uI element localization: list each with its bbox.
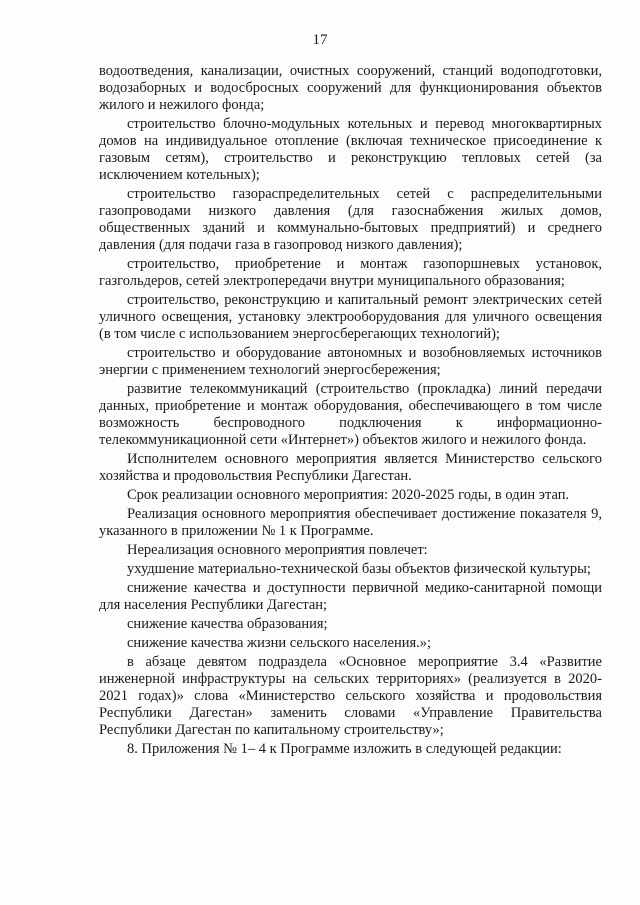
paragraph: Реализация основного мероприятия обеспечивает достижение показателя 9, указанного в приложении № 1 к Программе. [99,506,602,539]
paragraph: строительство газораспределительных сетей с распределительными газопроводами низкого давления (для газоснабжения жилых домов, общественных зданий и коммунально-бытовых предприятий) и среднего давления (для подачи газа в газопровод низкого давления); [99,186,602,253]
paragraph: развитие телекоммуникаций (строительство (прокладка) линий передачи данных, приобретение и монтаж оборудования, обеспечивающего в том числе возможность беспроводного подключения к информационно-телекоммуникационной сети «Интернет») объектов жилого и нежилого фонда. [99,381,602,448]
document-body [99,63,602,760]
page-number: 17 [312,32,328,48]
paragraph: снижение качества образования; [127,616,328,632]
paragraph: строительство, реконструкцию и капитальный ремонт электрических сетей уличного освещения, установку электрооборудования для уличного освещения (в том числе с использованием энергосберегающих технологий); [99,292,602,342]
paragraph: снижение качества жизни сельского населения.»; [127,635,432,651]
paragraph: Исполнителем основного мероприятия является Министерство сельского хозяйства и продовольствия Республики Дагестан. [99,451,602,484]
paragraph: Нереализация основного мероприятия повлечет: [127,542,428,558]
paragraph: строительство блочно-модульных котельных и перевод многоквартирных домов на индивидуальное отопление (включая техническое присоединение к газовым сетям), строительство и реконструкцию тепловых сетей (за исключением котельных); [99,116,602,183]
paragraph: водоотведения, канализации, очистных сооружений, станций водоподготовки, водозаборных и водосбросных сооружений для функционирования объектов жилого и нежилого фонда; [99,63,602,113]
paragraph: ухудшение материально-технической базы объектов физической культуры; [127,561,591,577]
paragraph: строительство и оборудование автономных и возобновляемых источников энергии с применением технологий энергосбережения; [99,345,602,378]
paragraph: строительство, приобретение и монтаж газопоршневых установок, газгольдеров, сетей электропередачи внутри муниципального образования; [99,256,602,289]
paragraph: снижение качества и доступности первичной медико-санитарной помощи для населения Республики Дагестан; [99,580,602,613]
paragraph: Срок реализации основного мероприятия: 2020-2025 годы, в один этап. [127,487,570,503]
paragraph: в абзаце девятом подраздела «Основное мероприятие 3.4 «Развитие инженерной инфраструктуры на сельских территориях» (реализуется в 2020-2021 годах)» слова «Министерство сельского хозяйства и продовольствия Республики Дагестан» заменить словами «Управление Правительства Республики Дагестан по капитальному строительству»; [99,654,602,738]
paragraph: 8. Приложения № 1– 4 к Программе изложить в следующей редакции: [127,741,562,757]
